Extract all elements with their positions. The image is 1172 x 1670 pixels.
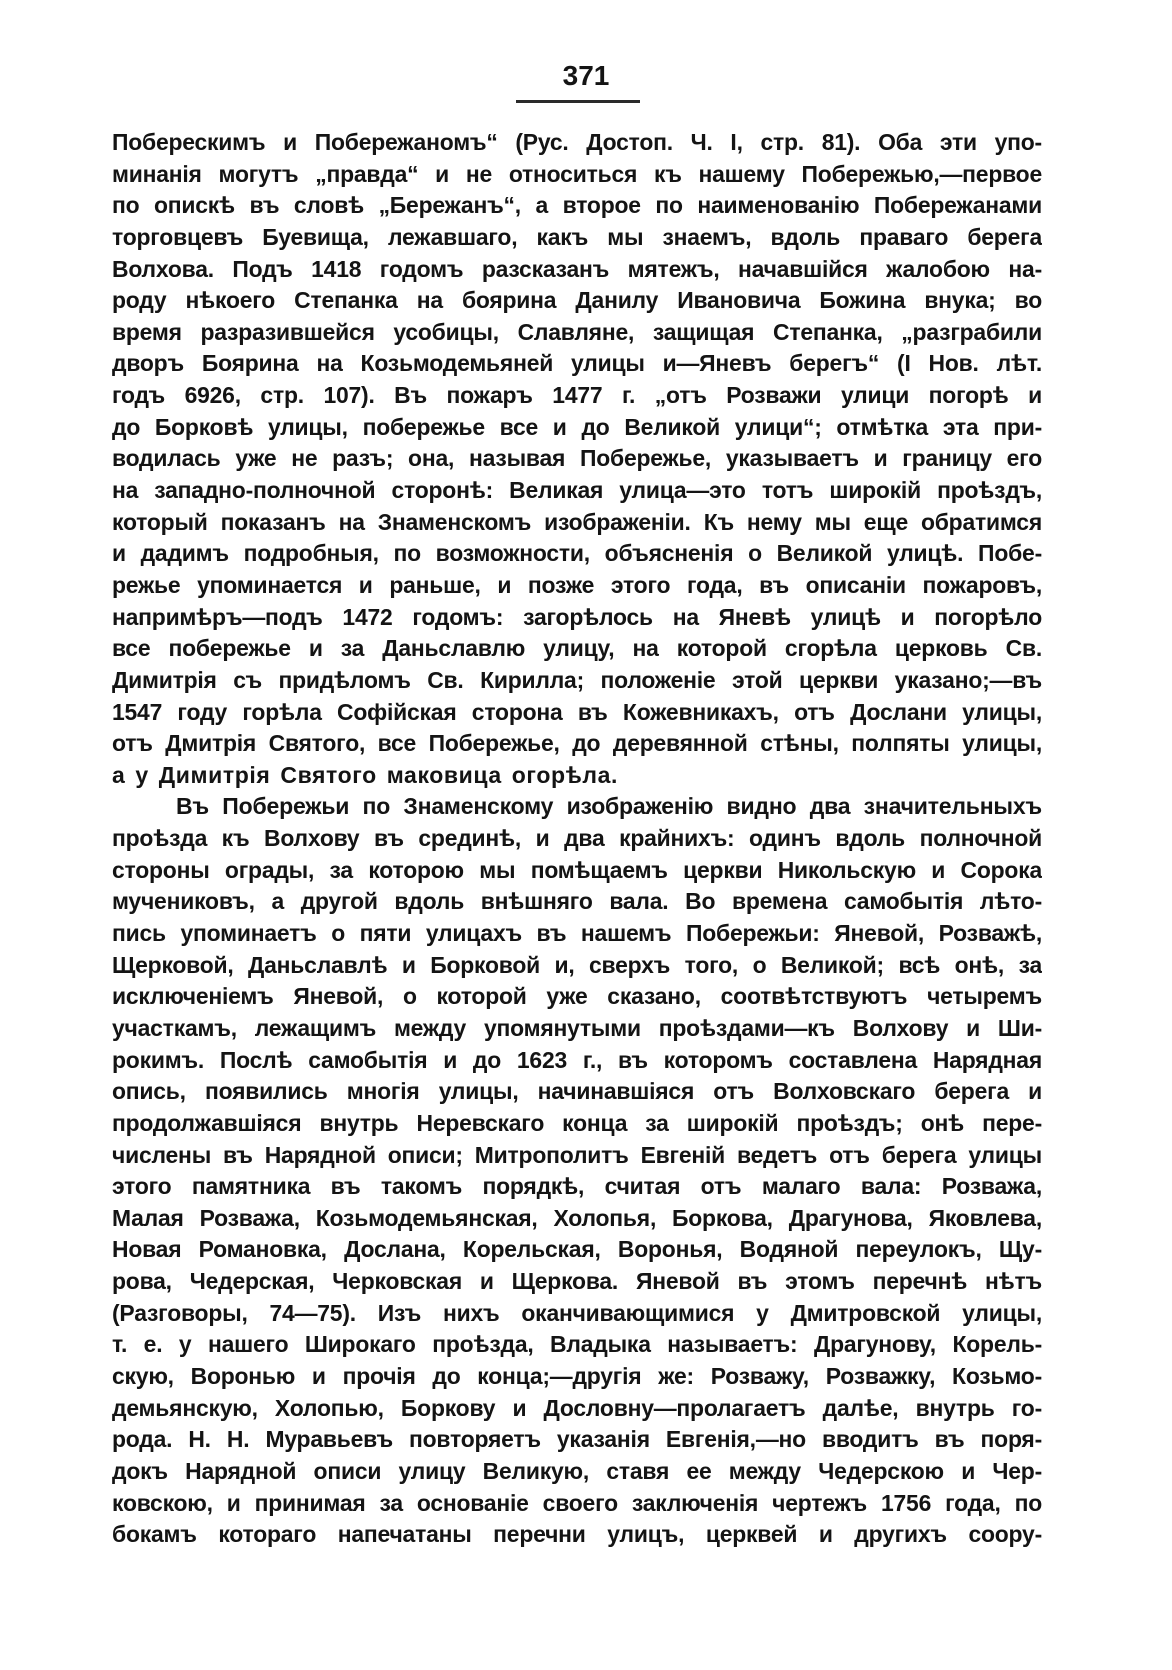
body-text	[112, 127, 1042, 1551]
text-line: роду нѣкоего Степанка на боярина Данилу Ивановича Божина внука; во	[112, 287, 1042, 314]
text-line: режье упоминается и раньше, и позже этого года, въ описаніи пожаровъ,	[112, 571, 1042, 598]
text-line: который показанъ на Знаменскомъ изображеніи. Къ нему мы еще обратимся	[112, 508, 1042, 535]
text-line: пись упоминаетъ о пяти улицахъ въ нашемъ Побережьи: Яневой, Розважѣ,	[112, 920, 1042, 947]
text-line: водилась уже не разъ; она, называя Побережье, указываетъ и границу его	[112, 445, 1042, 472]
text-line: рода. Н. Н. Муравьевъ повторяетъ указанія Евгенія,—но вводитъ въ поря-	[112, 1426, 1042, 1453]
text-line: демьянскую, Холопью, Боркову и Дословну—пролагаетъ далѣе, внутрь го-	[112, 1394, 1042, 1421]
page-number-rule	[516, 100, 640, 103]
text-line: Волхова. Подъ 1418 годомъ разсказанъ мятежъ, начавшійся жалобою на-	[112, 255, 1042, 282]
text-line: а у Димитрія Святого маковица огорѣла.	[112, 761, 618, 788]
text-line: (Разговоры, 74—75). Изъ нихъ оканчивающимися у Дмитровской улицы,	[112, 1299, 1042, 1326]
text-line: на западно-полночной сторонѣ: Великая улица—это тотъ широкій проѣздъ,	[112, 477, 1042, 504]
text-line: Въ Побережьи по Знаменскому изображенію видно два значительныхъ	[176, 793, 1042, 820]
text-line: время разразившейся усобицы, Славляне, защищая Степанка, „разграбили	[112, 318, 1042, 345]
text-line: Поберескимъ и Побережаномъ“ (Рус. Достоп. Ч. I, стр. 81). Оба эти упо-	[112, 129, 1042, 155]
text-line: по опискѣ въ словѣ „Бережанъ“, а второе по наименованію Побережанами	[112, 192, 1042, 219]
text-line: Новая Романовка, Дослана, Корельская, Воронья, Водяной переулокъ, Щу-	[112, 1236, 1042, 1263]
text-line: рова, Чедерская, Черковская и Щеркова. Яневой въ этомъ перечнѣ нѣтъ	[112, 1268, 1042, 1295]
text-line: проѣзда къ Волхову въ срединѣ, и два крайнихъ: одинъ вдоль полночной	[112, 825, 1042, 852]
text-line: Димитрія съ придѣломъ Св. Кирилла; положеніе этой церкви указано;—въ	[112, 666, 1042, 693]
text-line: докъ Нарядной описи улицу Великую, ставя ее между Чедерскою и Чер-	[112, 1457, 1042, 1484]
text-line: числены въ Нарядной описи; Митрополитъ Евгеній ведетъ отъ берега улицы	[112, 1141, 1042, 1168]
paragraph	[112, 791, 1042, 1550]
text-line: ковскою, и принимая за основаніе своего заключенія чертежъ 1756 года, по	[112, 1489, 1042, 1516]
text-line: и дадимъ подробныя, по возможности, объясненія о Великой улицѣ. Побе-	[112, 540, 1042, 567]
text-line: бокамъ котораго напечатаны перечни улицъ, церквей и другихъ соору-	[112, 1521, 1042, 1548]
text-line: до Борковѣ улицы, побережье все и до Великой улици“; отмѣтка эта при-	[112, 413, 1042, 440]
text-line: дворъ Боярина на Козьмодемьяней улицы и—Яневъ берегъ“ (I Нов. лѣт.	[112, 350, 1042, 377]
text-line: т. е. у нашего Широкаго проѣзда, Владыка называетъ: Драгунову, Корель-	[112, 1331, 1042, 1358]
text-line: участкамъ, лежащимъ между упомянутыми проѣздами—къ Волхову и Ши-	[112, 1014, 1042, 1041]
page-number: 371	[562, 60, 610, 91]
text-line: напримѣръ—подъ 1472 годомъ: загорѣлось на Яневѣ улицѣ и погорѣло	[112, 603, 1042, 630]
text-line: Щерковой, Даньславлѣ и Борковой и, сверхъ того, о Великой; всѣ онѣ, за	[112, 951, 1042, 978]
text-line: исключеніемъ Яневой, о которой уже сказано, соотвѣтствуютъ четыремъ	[112, 983, 1042, 1010]
text-line: торговцевъ Буевища, лежавшаго, какъ мы знаемъ, вдоль праваго берега	[112, 223, 1042, 250]
text-line: мучениковъ, а другой вдоль внѣшняго вала. Во времена самобытія лѣто-	[112, 888, 1042, 915]
text-line: минанія могутъ „правда“ и не относиться къ нашему Побережью,—первое	[112, 160, 1042, 187]
text-line: отъ Дмитрія Святого, все Побережье, до деревянной стѣны, полпяты улицы,	[112, 730, 1042, 757]
text-line: этого памятника въ такомъ порядкѣ, считая отъ малаго вала: Розважа,	[112, 1173, 1042, 1200]
text-line: 1547 году горѣла Софійская сторона въ Кожевникахъ, отъ Дослани улицы,	[112, 698, 1042, 725]
text-line: стороны ограды, за которою мы помѣщаемъ церкви Никольскую и Сорока	[112, 856, 1042, 883]
text-line: рокимъ. Послѣ самобытія и до 1623 г., въ которомъ составлена Нарядная	[112, 1046, 1042, 1073]
text-line: скую, Воронью и прочія до конца;—другія же: Розважу, Розважку, Козьмо-	[112, 1362, 1042, 1389]
text-line: Малая Розважа, Козьмодемьянская, Холопья, Боркова, Драгунова, Яковлева,	[112, 1204, 1042, 1231]
text-line: продолжавшіяся внутрь Неревскаго конца за широкій проѣздъ; онѣ пере-	[112, 1109, 1042, 1136]
text-line: все побережье и за Даньславлю улицу, на которой сгорѣла церковь Св.	[112, 635, 1042, 662]
text-line: годъ 6926, стр. 107). Въ пожаръ 1477 г. „отъ Розважи улици погорѣ и	[112, 382, 1042, 409]
paragraph	[112, 127, 1042, 791]
text-line: опись, появились многія улицы, начинавшіяся отъ Волховскаго берега и	[112, 1078, 1042, 1105]
